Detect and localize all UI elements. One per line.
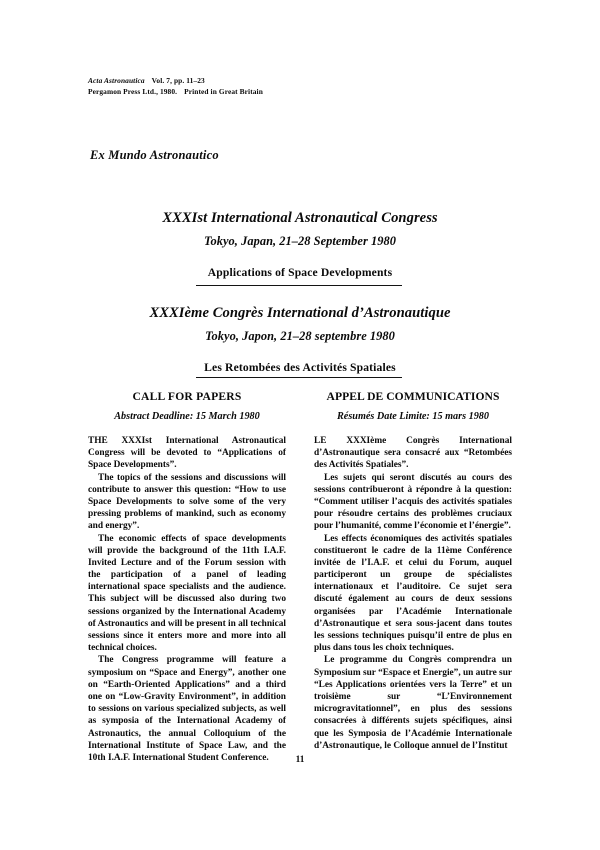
paragraph: The Congress programme will feature a symposium on “Space and Energy”, another one on “Earth-Oriented Applications” and a third one on “Low-Gravity Environment”, in addition to sessions on various specialized subjects, as well as symposia of the International Academy of Astronautics, the annual Colloquium of the International Institute of Space Law, and the 10th I.A.F. International Student Conference. — [88, 655, 286, 763]
congress-location-french: Tokyo, Japon, 21–28 septembre 1980 — [205, 329, 395, 343]
volume-pages: Vol. 7, pp. 11–23 — [151, 76, 205, 85]
paragraph: The economic effects of space developments will provide the background of the 11th I.A.F. Invited Lecture and of the Forum session with the participation of a panel of leading international space specialists and the audience. This subject will be discussed also during two sessions organized by the International Academy of Astronautics and will be present in all technical sessions since it enters more and more into all technical choices. — [88, 533, 286, 654]
lead-smallcaps: LE — [314, 436, 327, 446]
section-divider-rule — [196, 377, 402, 378]
section-divider-rule — [196, 285, 402, 286]
two-column-body — [88, 390, 512, 764]
body-copy-english — [88, 435, 286, 764]
column-heading-english: CALL FOR PAPERS — [132, 390, 242, 403]
column-french — [314, 390, 512, 764]
paragraph: The topics of the sessions and discussions will contribute to answer this question: “How to use Space Developments to solve some of the very pressing problems of mankind, such as economy and energy”. — [88, 472, 286, 532]
congress-location-english: Tokyo, Japan, 21–28 September 1980 — [204, 234, 396, 248]
section-kicker: Ex Mundo Astronautico — [90, 148, 219, 162]
lead-rest: XXXIst International Astronautical Congress will be devoted to “Applications of Space Developments”. — [88, 436, 286, 471]
congress-theme-english: Applications of Space Developments — [207, 266, 393, 279]
lead-rest: XXXIème Congrès International d’Astronautique sera consacré aux “Retombées des Activités Spatiales”. — [314, 436, 512, 471]
column-english — [88, 390, 286, 764]
paragraph — [88, 435, 286, 472]
masthead-line-2 — [88, 87, 263, 98]
abstract-deadline-english: Abstract Deadline: 15 March 1980 — [114, 411, 260, 422]
paragraph: Les sujets qui seront discutés au cours des sessions contribueront à répondre à la question: “Comment utiliser l’acquis des activités spatiales pour résoudre certains des problèmes cruciaux pour l’humanité, comme l’économie et l’énergie”. — [314, 472, 512, 532]
masthead — [88, 76, 263, 97]
paragraph: Le programme du Congrès comprendra un Symposium sur “Espace et Energie”, un autre sur “Les Applications orientées vers la Terre” et un troisième sur “L’Environnement microgravitationnel”, en plus des sessions consacrées à différents sujets spécifiques, ainsi que les Symposia de l’Académie Internationale d’Astronautique, le Colloque annuel de l’Institut — [314, 655, 513, 751]
masthead-line-1 — [88, 76, 263, 87]
abstract-deadline-french: Résumés Date Limite: 15 mars 1980 — [337, 411, 489, 422]
lead-smallcaps: THE — [88, 436, 108, 446]
congress-title-french: XXXIème Congrès International d’Astronautique — [149, 305, 451, 321]
paragraph: Les effects économiques des activités spatiales constitueront le cadre de la 11ème Conférence invitée de l’I.A.F. et celui du Forum, auquel participeront un groupe de spécialistes internationaux et l’auditoire. Ce sujet sera discuté également au cours de deux sessions organisées par l’Académie Internationale d’Astronautique et sera sous-jacent dans toutes les sessions techniques puisqu’il entre de plus en plus dans tous les choix techniques. — [314, 533, 512, 654]
journal-title: Acta Astronautica — [88, 76, 145, 85]
congress-block-french — [0, 305, 600, 374]
paragraph — [314, 435, 512, 472]
print-origin: Printed in Great Britain — [184, 86, 263, 96]
congress-title-english: XXXIst International Astronautical Congress — [162, 210, 438, 226]
congress-theme-french: Les Retombées des Activités Spatiales — [204, 361, 396, 374]
publisher-name: Pergamon Press Ltd., 1980. — [88, 86, 178, 96]
congress-block-english — [0, 210, 600, 279]
page-number: 11 — [295, 755, 305, 765]
body-copy-french — [314, 435, 512, 752]
column-heading-french: APPEL DE COMMUNICATIONS — [326, 390, 500, 403]
